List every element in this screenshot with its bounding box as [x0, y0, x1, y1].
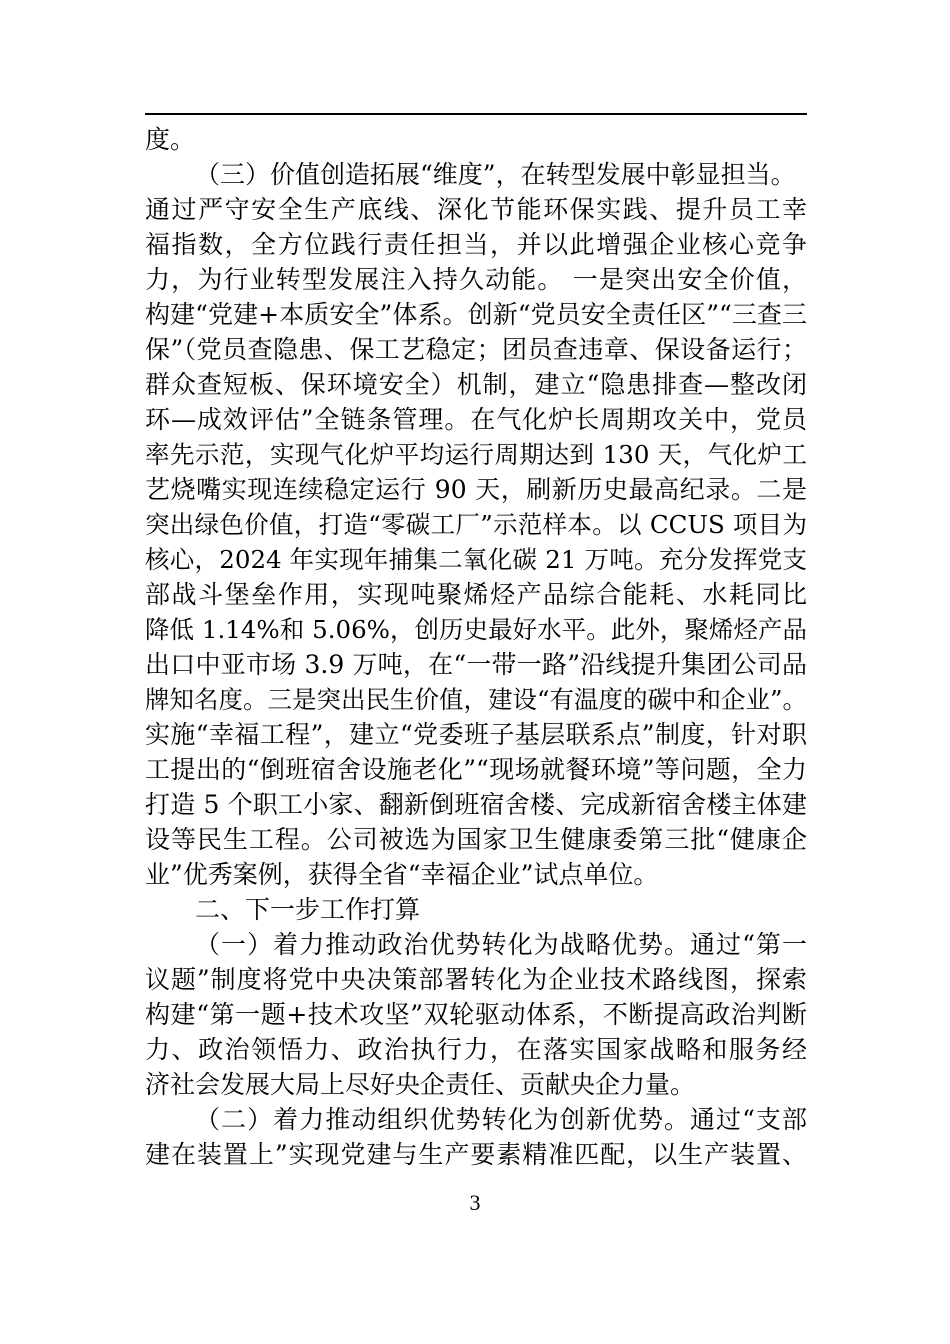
- document-body: [145, 122, 807, 1172]
- section-heading: （二）着力推动组织优势转化为创新优势。通过“支部: [195, 1105, 807, 1134]
- text-line: 群众查短板、保环境安全）机制，建立“隐患排查—整改闭: [145, 370, 807, 399]
- section-heading: （三）价值创造拓展“维度”，在转型发展中彰显担当。: [195, 160, 796, 189]
- text-line: 通过严守安全生产底线、深化节能环保实践、提升员工幸: [145, 195, 807, 224]
- text-line: 突出绿色价值，打造“零碳工厂”示范样本。以 CCUS 项目为: [145, 510, 807, 539]
- text-line: 力，为行业转型发展注入持久动能。 一是突出安全价值，: [145, 265, 807, 294]
- text-line: 力、政治领悟力、政治执行力，在落实国家战略和服务经: [145, 1035, 807, 1064]
- text-line: 度。: [145, 125, 196, 154]
- text-line: 福指数，全方位践行责任担当，并以此增强企业核心竞争: [145, 230, 807, 259]
- text-line: 构建“党建+本质安全”体系。创新“党员安全责任区”“三查三: [145, 300, 807, 329]
- text-line: 议题”制度将党中央决策部署转化为企业技术路线图，探索: [145, 965, 807, 994]
- section-heading: （一）着力推动政治优势转化为战略优势。通过“第一: [195, 930, 807, 959]
- text-line: 牌知名度。三是突出民生价值，建设“有温度的碳中和企业”。: [145, 685, 808, 714]
- text-line: 济社会发展大局上尽好央企责任、贡献央企力量。: [145, 1070, 696, 1099]
- text-line: 降低 1.14%和 5.06%，创历史最好水平。此外，聚烯烃产品: [145, 615, 807, 644]
- header-rule: [145, 113, 807, 115]
- text-line: 环—成效评估”全链条管理。在气化炉长周期攻关中，党员: [145, 405, 807, 434]
- text-line: 业”优秀案例，获得全省“幸福企业”试点单位。: [145, 860, 659, 889]
- text-line: 保”（党员查隐患、保工艺稳定；团员查违章、保设备运行；: [145, 335, 807, 364]
- text-line: 设等民生工程。公司被选为国家卫生健康委第三批“健康企: [145, 825, 807, 854]
- text-line: 率先示范，实现气化炉平均运行周期达到 130 天，气化炉工: [145, 440, 807, 469]
- text-line: 建在装置上”实现党建与生产要素精准匹配，以生产装置、: [145, 1140, 807, 1169]
- text-line: 艺烧嘴实现连续稳定运行 90 天，刷新历史最高纪录。二是: [145, 475, 807, 504]
- text-line: 部战斗堡垒作用，实现吨聚烯烃产品综合能耗、水耗同比: [145, 580, 807, 609]
- text-line: 工提出的“倒班宿舍设施老化”“现场就餐环境”等问题，全力: [145, 755, 807, 784]
- page-number: 3: [469, 1190, 481, 1215]
- text-line: 打造 5 个职工小家、翻新倒班宿舍楼、完成新宿舍楼主体建: [145, 790, 807, 819]
- text-line: 出口中亚市场 3.9 万吨，在“一带一路”沿线提升集团公司品: [145, 650, 807, 679]
- text-line: 构建“第一题+技术攻坚”双轮驱动体系，不断提高政治判断: [145, 1000, 807, 1029]
- text-line: 实施“幸福工程”，建立“党委班子基层联系点”制度，针对职: [145, 720, 807, 749]
- section-heading: 二、下一步工作打算: [195, 895, 421, 924]
- text-line: 核心，2024 年实现年捕集二氧化碳 21 万吨。充分发挥党支: [145, 545, 807, 574]
